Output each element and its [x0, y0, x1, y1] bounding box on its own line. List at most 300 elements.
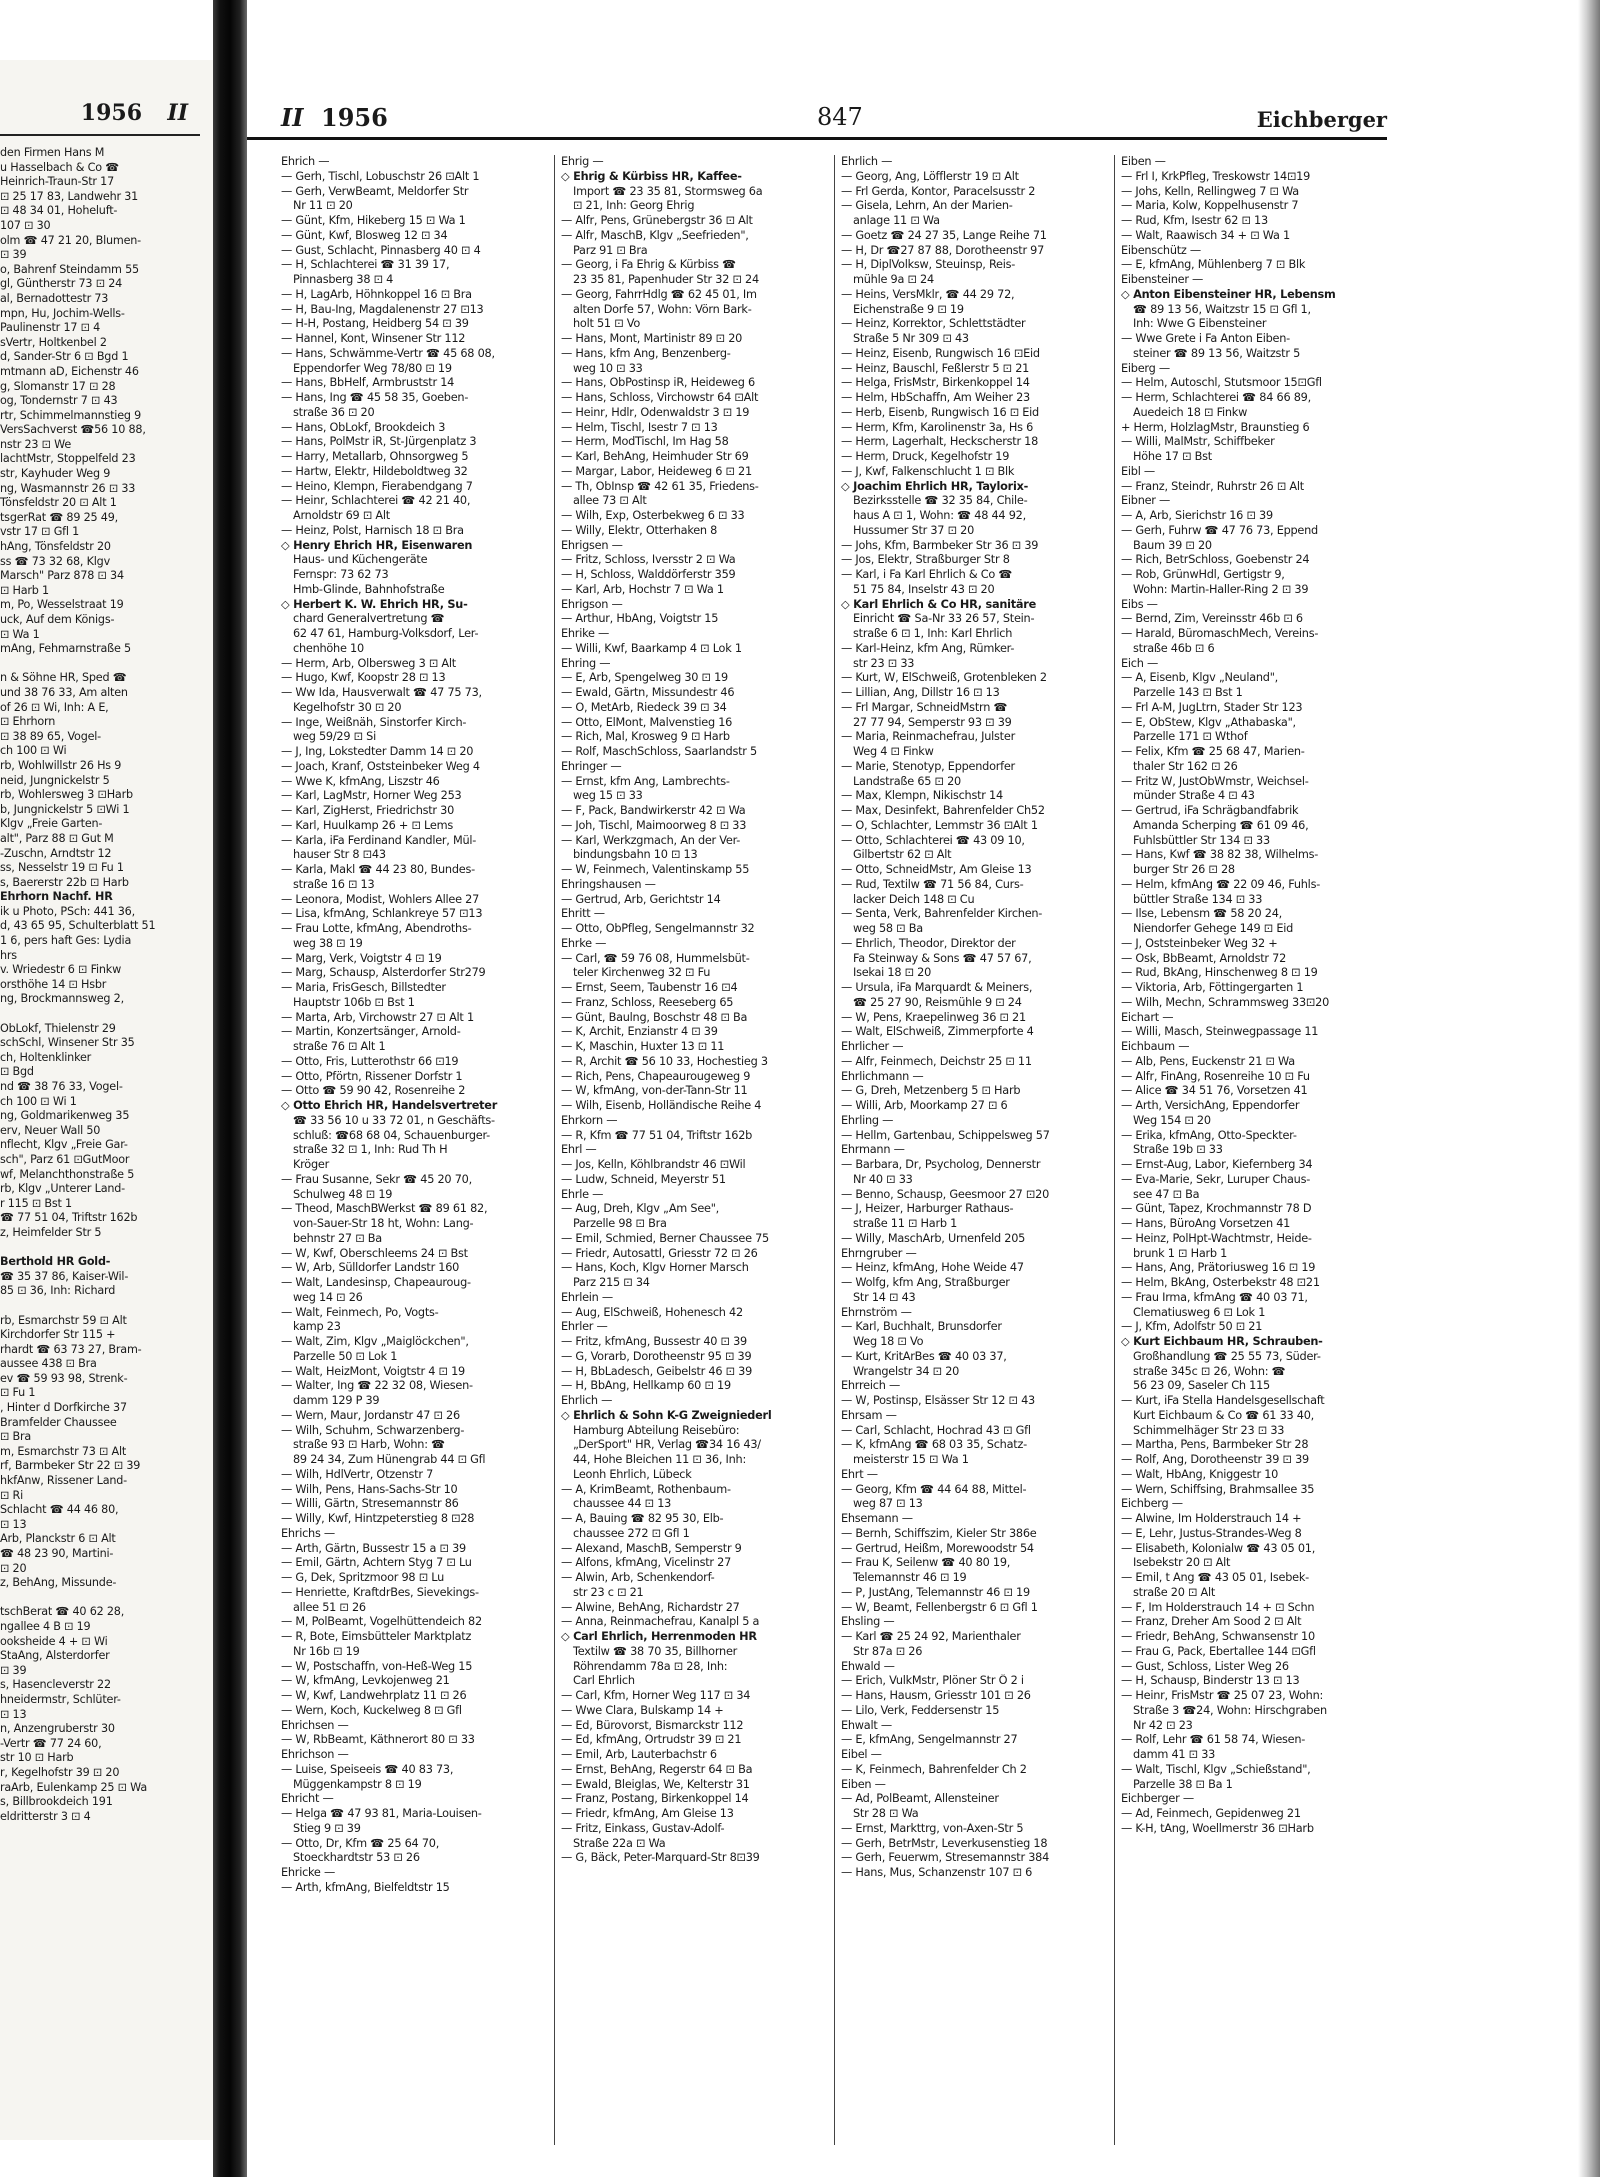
book-gutter — [213, 0, 247, 2177]
directory-entry: — Arthur, HbAng, Voigtstr 15 — [561, 612, 719, 626]
directory-entry: Stieg 9 ⊡ 39 — [293, 1821, 361, 1835]
left-page-line: d, Sander-Str 6 ⊡ Bgd 1 — [0, 350, 129, 364]
directory-entry: — Wern, Maur, Jordanstr 47 ⊡ 26 — [281, 1408, 460, 1422]
left-page-line: ik u Photo, PSch: 441 36, — [0, 904, 135, 918]
directory-entry: Parzelle 98 ⊡ Bra — [573, 1217, 667, 1230]
left-page-line: ⊡ Fu 1 — [0, 1386, 36, 1400]
directory-entry: — E, ObStew, Klgv „Athabaska", — [1121, 715, 1296, 729]
directory-entry: — Hans, ObLokf, Brookdeich 3 — [281, 420, 446, 434]
left-page-line: z, Heimfelder Str 5 — [0, 1225, 102, 1239]
column-3 — [841, 155, 1103, 2145]
directory-entry: münder Straße 4 ⊡ 43 — [1133, 789, 1255, 803]
directory-entry: — Alfr, MaschB, Klgv „Seefrieden", — [561, 228, 749, 242]
directory-entry: ◇ Ehrlich & Sohn K-G Zweigniederl — [561, 1408, 772, 1422]
directory-entry: — Max, Desinfekt, Bahrenfelder Ch52 — [841, 804, 1045, 817]
left-page-line: wf, Melanchthonstraße 5 — [0, 1167, 135, 1181]
directory-entry: — A, Bauing ☎ 82 95 30, Elb- — [561, 1512, 724, 1525]
left-page-line: lachtMstr, Stoppelfeld 23 — [0, 452, 136, 466]
directory-entry: — H, LagArb, Höhnkoppel 16 ⊡ Bra — [281, 287, 472, 301]
directory-entry: Kurt Eichbaum & Co ☎ 61 33 40, — [1133, 1408, 1315, 1422]
left-page-entries — [0, 146, 210, 1824]
left-page-line: 1 6, pers haft Ges: Lydia — [0, 934, 132, 948]
left-page-line: u Hasselbach & Co ☎ — [0, 160, 119, 174]
directory-entry: — Eva-Marie, Sekr, Luruper Chaus- — [1121, 1172, 1311, 1186]
left-page-line — [0, 1241, 210, 1256]
left-page-line: Bramfelder Chaussee — [0, 1415, 117, 1429]
directory-entry: Amanda Scherping ☎ 61 09 46, — [1133, 818, 1309, 832]
page-number: 847 — [817, 103, 863, 131]
directory-entry: — Margar, Labor, Heideweg 6 ⊡ 21 — [561, 464, 752, 478]
left-page-line: ooksheide 4 + ⊡ Wi — [0, 1634, 108, 1648]
left-page-line: s, Baererstr 22b ⊡ Harb — [0, 875, 129, 889]
left-page-line: ev ☎ 59 93 98, Strenk- — [0, 1371, 128, 1385]
directory-entry: — Herm, Kfm, Karolinenstr 3a, Hs 6 — [841, 420, 1034, 434]
directory-entry: — Erich, VulkMstr, Plöner Str Ö 2 i — [841, 1674, 1024, 1688]
directory-entry: straße 16 ⊡ 13 — [293, 877, 375, 891]
left-page-line: tsgerRat ☎ 89 25 49, — [0, 510, 118, 524]
directory-entry: — Alfr, FinAng, Rosenreihe 10 ⊡ Fu — [1121, 1069, 1310, 1083]
directory-entry: ☎ 25 27 90, Reismühle 9 ⊡ 24 — [853, 995, 1022, 1009]
directory-entry: Str 14 ⊡ 43 — [853, 1290, 916, 1304]
directory-entry: — H, BbAng, Hellkamp 60 ⊡ 19 — [561, 1379, 731, 1393]
directory-entry: — Günt, Kfm, Hikeberg 15 ⊡ Wa 1 — [281, 214, 466, 227]
directory-entry: — Emil, t Ang ☎ 43 05 01, Isebek- — [1121, 1571, 1309, 1584]
directory-entry: — Willy, Elektr, Otterhaken 8 — [561, 523, 718, 537]
directory-entry: Ehrl — — [561, 1143, 597, 1157]
directory-entry: — Karl, BehAng, Heimhuder Str 69 — [561, 450, 749, 463]
directory-entry: — Osk, BbBeamt, Arnoldstr 72 — [1121, 951, 1287, 965]
left-page-line: tschBerat ☎ 40 62 28, — [0, 1605, 125, 1619]
directory-entry: — Heinr, Schlachterei ☎ 42 21 40, — [281, 494, 471, 508]
directory-entry: — Willi, Kwf, Baarkamp 4 ⊡ Lok 1 — [561, 641, 742, 655]
directory-entry: — Heinz, Bauschl, Feßlerstr 5 ⊡ 21 — [841, 361, 1030, 375]
directory-entry: Eibs — — [1121, 597, 1158, 611]
directory-entry: Eiberg — — [1121, 361, 1170, 375]
directory-entry: — Senta, Verk, Bahrenfelder Kirchen- — [841, 907, 1043, 921]
directory-entry: Ehricht — — [281, 1792, 334, 1806]
directory-entry: — Ernst, kfm Ang, Lambrechts- — [561, 774, 730, 788]
directory-entry: Inh: Wwe G Eibensteiner — [1133, 317, 1267, 331]
directory-entry: — Walt, HeizMont, Voigtstr 4 ⊡ 19 — [281, 1364, 465, 1378]
directory-entry: holt 51 ⊡ Vo — [573, 317, 641, 331]
directory-entry: — Goetz ☎ 24 27 35, Lange Reihe 71 — [841, 228, 1047, 242]
directory-entry: — E, kfmAng, Mühlenberg 7 ⊡ Blk — [1121, 258, 1306, 272]
directory-entry: ⊡ 21, Inh: Georg Ehrig — [573, 199, 695, 213]
left-page-line: Berthold HR Gold- — [0, 1255, 111, 1269]
directory-entry: Schulweg 48 ⊡ 19 — [293, 1187, 393, 1201]
directory-entry: — Frau Irma, kfmAng ☎ 40 03 71, — [1121, 1290, 1308, 1304]
directory-entry: Nr 42 ⊡ 23 — [1133, 1718, 1193, 1732]
directory-entry: — Wwe K, kfmAng, Liszstr 46 — [281, 774, 440, 788]
directory-entry: — Herb, Eisenb, Rungwisch 16 ⊡ Eid — [841, 405, 1039, 419]
directory-entry: — O, MetArb, Riedeck 39 ⊡ 34 — [561, 700, 727, 714]
left-page-line: mtmann aD, Eichenstr 46 — [0, 364, 139, 378]
directory-entry: Eibner — — [1121, 494, 1171, 508]
left-page-line: vstr 17 ⊡ Gfl 1 — [0, 525, 80, 539]
directory-entry: ☎ 33 56 10 u 33 72 01, n Geschäfts- — [293, 1113, 495, 1127]
directory-entry: Eichbaum — — [1121, 1040, 1190, 1053]
directory-entry: — R, Bote, Eimsbütteler Marktplatz — [281, 1630, 472, 1643]
left-page-line: mpn, Hu, Jochim-Wells- — [0, 306, 125, 320]
directory-entry: mühle 9a ⊡ 24 — [853, 273, 934, 286]
directory-entry: Ehrlichmann — — [841, 1069, 924, 1083]
directory-entry: weg 59/29 ⊡ Si — [293, 730, 376, 744]
directory-entry: — Heinz, Polst, Harnisch 18 ⊡ Bra — [281, 523, 464, 537]
directory-entry: — Gertrud, Arb, Gerichtstr 14 — [561, 892, 721, 906]
directory-entry: weg 15 ⊡ 33 — [573, 789, 643, 803]
left-page-line: ngallee 4 B ⊡ 19 — [0, 1619, 91, 1633]
running-head-name: Eichberger — [1256, 107, 1387, 132]
directory-entry: Telemannstr 46 ⊡ 19 — [853, 1571, 967, 1584]
directory-entry: haus A ⊡ 1, Wohn: ☎ 48 44 92, — [853, 509, 1026, 522]
left-page-line: hAng, Tönsfeldstr 20 — [0, 540, 111, 554]
directory-entry: burger Str 26 ⊡ 28 — [1133, 863, 1235, 876]
directory-entry: — W, kfmAng, Levkojenweg 21 — [281, 1674, 450, 1688]
directory-entry: Hmb-Glinde, Bahnhofstraße — [293, 582, 445, 596]
directory-entry: — H, Schloss, Walddörferstr 359 — [561, 568, 736, 581]
left-page-line: d, 43 65 95, Schulterblatt 51 — [0, 919, 156, 933]
left-page-line: ⊡ Ehrhorn — [0, 715, 56, 729]
directory-entry: — E, Lehr, Justus-Strandes-Weg 8 — [1121, 1526, 1302, 1540]
directory-entry: Ehwalt — — [841, 1718, 892, 1732]
directory-entry: — K-H, tAng, Woellmerstr 36 ⊡Harb — [1121, 1821, 1314, 1835]
left-page-line: Kirchdorfer Str 115 + — [0, 1328, 116, 1342]
directory-entry: — Rud, BkAng, Hinschenweg 8 ⊡ 19 — [1121, 966, 1318, 980]
directory-entry: — Fritz, Schloss, Iversstr 2 ⊡ Wa — [561, 553, 736, 567]
directory-entry: — Alfr, Pens, Grünebergstr 36 ⊡ Alt — [561, 214, 753, 227]
left-page-line: -Vertr ☎ 77 24 60, — [0, 1736, 102, 1750]
left-page-line: hneidermstr, Schlüter- — [0, 1692, 121, 1706]
directory-entry: — Walt, Feinmech, Po, Vogts- — [281, 1305, 439, 1319]
directory-entry: — Luise, Speiseeis ☎ 40 83 73, — [281, 1762, 454, 1776]
directory-entry: — M, PolBeamt, Vogelhüttendeich 82 — [281, 1615, 482, 1629]
directory-entry: Clematiusweg 6 ⊡ Lok 1 — [1133, 1305, 1266, 1319]
directory-entry: Haus- und Küchengeräte — [293, 553, 428, 567]
directory-entry: „DerSport" HR, Verlag ☎34 16 43/ — [573, 1438, 761, 1452]
directory-entry: — Gust, Schloss, Lister Weg 26 — [1121, 1659, 1289, 1673]
left-page-line: alt", Parz 88 ⊡ Gut M — [0, 831, 114, 845]
directory-entry: weg 58 ⊡ Ba — [853, 922, 923, 935]
directory-entry: — Georg, i Fa Ehrig & Kürbiss ☎ — [561, 258, 736, 272]
directory-entry: — Günt, Baulng, Boschstr 48 ⊡ Ba — [561, 1010, 748, 1024]
directory-entry: — Bernh, Schiffszim, Kieler Str 386e — [841, 1526, 1037, 1540]
directory-entry: Weg 4 ⊡ Finkw — [853, 745, 934, 758]
directory-entry: — G, Bäck, Peter-Marquard-Str 8⊡39 — [561, 1851, 760, 1865]
directory-entry: Weg 18 ⊡ Vo — [853, 1335, 924, 1348]
directory-entry: Ehrt — — [841, 1467, 878, 1481]
left-page-line: olm ☎ 47 21 20, Blumen- — [0, 233, 142, 247]
directory-entry: ◇ Ehrig & Kürbiss HR, Kaffee- — [561, 169, 742, 183]
directory-entry: Eibel — — [841, 1748, 882, 1761]
directory-entry: Ehsling — — [841, 1615, 895, 1629]
directory-entry: str 23 ⊡ 33 — [853, 656, 915, 670]
left-page-line: Arb, Planckstr 6 ⊡ Alt — [0, 1532, 116, 1546]
directory-entry: ◇ Herbert K. W. Ehrich HR, Su- — [281, 597, 468, 611]
directory-entry: Ehrler — — [561, 1320, 608, 1334]
left-page-line: of 26 ⊡ Wi, Inh: A E, — [0, 700, 109, 714]
left-page-line: ch 100 ⊡ Wi — [0, 744, 67, 758]
left-page-line: rb, Wohlwillstr 26 Hs 9 — [0, 758, 122, 772]
directory-entry: see 47 ⊡ Ba — [1133, 1187, 1200, 1201]
directory-entry: — Frl I, KrkPfleg, Treskowstr 14⊡19 — [1121, 169, 1311, 183]
directory-entry: — Heinr, Hdlr, Odenwaldstr 3 ⊡ 19 — [561, 405, 750, 419]
directory-entry: alten Dorfe 57, Wohn: Vörn Bark- — [573, 302, 752, 316]
left-page-line: r, Kegelhofstr 39 ⊡ 20 — [0, 1765, 120, 1779]
directory-entry: — Gerh, Feuerwm, Stresemannstr 384 — [841, 1851, 1050, 1865]
left-page-line: und 38 76 33, Am alten — [0, 685, 128, 699]
directory-entry: Parzelle 143 ⊡ Bst 1 — [1133, 686, 1243, 699]
directory-entry: Bezirksstelle ☎ 32 35 84, Chile- — [853, 494, 1028, 508]
left-page-line: Tönsfeldstr 20 ⊡ Alt 1 — [0, 496, 117, 510]
directory-entry: ◇ Karl Ehrlich & Co HR, sanitäre — [841, 597, 1036, 611]
directory-entry: Carl Ehrlich — [573, 1674, 635, 1688]
directory-entry: — J, Oststeinbeker Weg 32 + — [1121, 936, 1278, 950]
directory-entry: — Bernd, Zim, Vereinsstr 46b ⊡ 6 — [1121, 612, 1303, 626]
left-page-line: orsthöhe 14 ⊡ Hsbr — [0, 977, 107, 991]
directory-entry: — Herm, Arb, Olbersweg 3 ⊡ Alt — [281, 656, 456, 670]
left-page-line: ⊡ Ri — [0, 1488, 24, 1502]
directory-entry: Ehritt — — [561, 907, 605, 921]
directory-entry: — H, Bau-Ing, Magdalenenstr 27 ⊡13 — [281, 302, 484, 316]
directory-entry: — W, Pens, Kraepelinweg 36 ⊡ 21 — [841, 1010, 1026, 1024]
directory-entry: Isebekstr 20 ⊡ Alt — [1133, 1556, 1231, 1570]
directory-entry: — Georg, Kfm ☎ 44 64 88, Mittel- — [841, 1482, 1027, 1496]
directory-entry: — Jos, Kelln, Köhlbrandstr 46 ⊡Wil — [561, 1158, 746, 1171]
directory-entry: — Friedr, kfmAng, Am Gleise 13 — [561, 1807, 734, 1820]
directory-entry: straße 6 ⊡ 1, Inh: Karl Ehrlich — [853, 627, 1013, 640]
directory-entry: ◇ Anton Eibensteiner HR, Lebensm — [1121, 287, 1336, 301]
directory-entry: — Aug, ElSchweiß, Hohenesch 42 — [561, 1305, 743, 1319]
directory-entry: — Rich, BetrSchloss, Goebenstr 24 — [1121, 553, 1310, 567]
directory-entry: — Hans, Kwf ☎ 38 82 38, Wilhelms- — [1121, 848, 1319, 862]
directory-entry: — Günt, Kwf, Blosweg 12 ⊡ 34 — [281, 228, 448, 242]
directory-entry: — J, Kwf, Falkenschlucht 1 ⊡ Blk — [841, 464, 1015, 478]
directory-entry: — Alexand, MaschB, Semperstr 9 — [561, 1541, 742, 1555]
page-header — [247, 95, 1387, 140]
directory-entry: — Marg, Verk, Voigtstr 4 ⊡ 19 — [281, 951, 442, 965]
directory-entry: chaussee 44 ⊡ 13 — [573, 1497, 672, 1511]
directory-entry: — Marg, Schausp, Alsterdorfer Str279 — [281, 966, 486, 980]
left-page-line: s, Hasencleverstr 22 — [0, 1678, 111, 1692]
directory-entry: — Helm, HbSchaffn, Am Weiher 23 — [841, 391, 1030, 404]
directory-entry: — J, Heizer, Harburger Rathaus- — [841, 1202, 1014, 1216]
directory-entry: — Alwine, BehAng, Richardstr 27 — [561, 1600, 740, 1614]
directory-entry: Ehrichs — — [281, 1526, 335, 1540]
left-page-line: rtr, Schimmelmannstieg 9 — [0, 408, 142, 422]
left-page-line: n & Söhne HR, Sped ☎ — [0, 671, 127, 685]
directory-entry: — Hans, BüroAng Vorsetzen 41 — [1121, 1217, 1291, 1230]
directory-entry: — Helm, Tischl, Isestr 7 ⊡ 13 — [561, 420, 718, 434]
directory-entry: Hauptstr 106b ⊡ Bst 1 — [293, 995, 415, 1009]
left-page-line: schSchl, Winsener Str 35 — [0, 1036, 135, 1050]
directory-entry: Parzelle 38 ⊡ Ba 1 — [1133, 1777, 1233, 1791]
directory-entry: — R, Kfm ☎ 77 51 04, Triftstr 162b — [561, 1128, 753, 1142]
directory-entry: Ehring — — [561, 656, 611, 670]
directory-entry: — K, Maschin, Huxter 13 ⊡ 11 — [561, 1040, 725, 1053]
directory-entry: ☎ 89 13 56, Waitzstr 15 ⊡ Gfl 1, — [1133, 302, 1311, 316]
directory-entry: — W, Beamt, Fellenbergstr 6 ⊡ Gfl 1 — [841, 1600, 1038, 1614]
directory-entry: Ehrike — — [561, 627, 610, 640]
directory-entry: — Rolf, Lehr ☎ 61 58 74, Wiesen- — [1121, 1733, 1306, 1747]
directory-entry: Höhe 17 ⊡ Bst — [1133, 450, 1212, 463]
directory-entry: — Max, Klempn, Nikischstr 14 — [841, 789, 1003, 803]
left-page-line — [0, 1299, 210, 1314]
directory-entry: — Ernst-Aug, Labor, Kiefernberg 34 — [1121, 1158, 1313, 1171]
directory-entry: — Hans, Ing ☎ 45 58 35, Goeben- — [281, 391, 469, 404]
left-page-line: Ehrhorn Nachf. HR — [0, 890, 113, 904]
directory-entry: — E, Arb, Spengelweg 30 ⊡ 19 — [561, 671, 728, 685]
directory-entry: — Barbara, Dr, Psycholog, Dennerstr — [841, 1158, 1041, 1171]
directory-entry: — O, Schlachter, Lemmstr 36 ⊡Alt 1 — [841, 818, 1038, 832]
directory-entry: allee 73 ⊡ Alt — [573, 494, 647, 508]
left-page-line: aussee 438 ⊡ Bra — [0, 1357, 97, 1371]
directory-entry: — Theod, MaschBWerkst ☎ 89 61 82, — [281, 1202, 488, 1216]
directory-entry: — Wern, Schiffsing, Brahmsallee 35 — [1121, 1482, 1315, 1496]
left-page-line: rf, Barmbeker Str 22 ⊡ 39 — [0, 1459, 141, 1473]
left-page-line: hrs — [0, 948, 17, 962]
directory-entry: Straße 5 Nr 309 ⊡ 43 — [853, 332, 969, 345]
left-page-line: Klgv „Freie Garten- — [0, 817, 103, 831]
directory-entry: — Hans, kfm Ang, Benzenberg- — [561, 346, 731, 360]
directory-entry: Parz 91 ⊡ Bra — [573, 243, 648, 257]
left-page-line: raArb, Eulenkamp 25 ⊡ Wa — [0, 1780, 147, 1794]
directory-entry: — Wilh, Pens, Hans-Sachs-Str 10 — [281, 1482, 458, 1496]
directory-entry: — Rich, Mal, Krosweg 9 ⊡ Harb — [561, 730, 730, 744]
directory-entry: — Hans, Ang, Prätoriusweg 16 ⊡ 19 — [1121, 1261, 1316, 1275]
directory-entry: Arnoldstr 69 ⊡ Alt — [293, 509, 390, 522]
directory-entry: — Ad, PolBeamt, Allensteiner — [841, 1792, 999, 1806]
left-page-line — [0, 1007, 210, 1022]
directory-entry: Ehrichson — — [281, 1748, 349, 1761]
directory-entry: — H-H, Postang, Heidberg 54 ⊡ 39 — [281, 317, 469, 331]
directory-entry: — Gust, Schlacht, Pinnasberg 40 ⊡ 4 — [281, 243, 481, 257]
left-page-line: o, Bahrenf Steindamm 55 — [0, 262, 139, 276]
directory-entry: — W, Postschaffn, von-Heß-Weg 15 — [281, 1659, 473, 1673]
directory-entry: — A, Arb, Sierichstr 16 ⊡ 39 — [1121, 509, 1273, 522]
directory-entry: — Frl Margar, SchneidMstrn ☎ — [841, 700, 1008, 714]
directory-entry: — E, kfmAng, Sengelmannstr 27 — [841, 1733, 1018, 1747]
directory-entry: Wohn: Martin-Haller-Ring 2 ⊡ 39 — [1133, 582, 1309, 596]
directory-entry: — Frau Lotte, kfmAng, Abendroths- — [281, 922, 472, 935]
directory-entry: — Wilh, Mechn, Schrammsweg 33⊡20 — [1121, 995, 1330, 1009]
directory-entry: — W, Kwf, Oberschleems 24 ⊡ Bst — [281, 1246, 468, 1260]
directory-entry: — Inge, Weißnäh, Sinstorfer Kirch- — [281, 715, 467, 729]
directory-entry: — Willi, Masch, Steinwegpassage 11 — [1121, 1025, 1319, 1039]
directory-entry: — Gerh, Tischl, Lobuschstr 26 ⊡Alt 1 — [281, 169, 480, 183]
directory-entry: — Ursula, iFa Marquardt & Meiners, — [841, 981, 1033, 994]
directory-entry: Eiben — — [841, 1777, 886, 1791]
directory-entry: lacker Deich 148 ⊡ Cu — [853, 892, 975, 906]
directory-entry: — Gisela, Lehrn, An der Marien- — [841, 199, 1013, 213]
directory-entry: — Gertrud, Heißm, Morewoodstr 54 — [841, 1541, 1034, 1555]
directory-entry: — Ilse, Lebensm ☎ 58 20 24, — [1121, 907, 1282, 921]
left-page-line: m, Esmarchstr 73 ⊡ Alt — [0, 1444, 127, 1458]
directory-entry: — Hans, BbHelf, Armbruststr 14 — [281, 376, 455, 390]
directory-entry: — Wilh, Schuhm, Schwarzenberg- — [281, 1423, 465, 1437]
left-page-line: rb, Wohlersweg 3 ⊡Harb — [0, 788, 133, 802]
directory-entry: 44, Hohe Bleichen 11 ⊡ 36, Inh: — [573, 1453, 747, 1466]
directory-entry: — G, Dek, Spritzmoor 98 ⊡ Lu — [281, 1571, 445, 1584]
directory-entry: — H, BbLadesch, Geibelstr 46 ⊡ 39 — [561, 1364, 753, 1378]
directory-entry: büttler Straße 134 ⊡ 33 — [1133, 892, 1263, 906]
directory-entry: Str 28 ⊡ Wa — [853, 1807, 919, 1820]
directory-entry: — J, Kfm, Adolfstr 50 ⊡ 21 — [1121, 1320, 1263, 1334]
directory-entry: — Joach, Kranf, Oststeinbeker Weg 4 — [281, 759, 480, 773]
directory-entry: straße 32 ⊡ 1, Inh: Rud Th H — [293, 1143, 448, 1157]
left-page-fragment — [0, 60, 215, 2140]
directory-entry: Fa Steinway & Sons ☎ 47 57 67, — [853, 951, 1032, 965]
left-page-line: 85 ⊡ 36, Inh: Richard — [0, 1284, 116, 1298]
directory-entry: — Frl A-M, JugLtrn, Stader Str 123 — [1121, 700, 1303, 714]
directory-entry: — Walt, Zim, Klgv „Maiglöckchen", — [281, 1335, 469, 1348]
directory-entry: — Helm, BkAng, Osterbekstr 48 ⊡21 — [1121, 1276, 1320, 1289]
directory-entry: Import ☎ 23 35 81, Stormsweg 6a — [573, 184, 763, 198]
directory-entry: — Arth, Gärtn, Bussestr 15 a ⊡ 39 — [281, 1541, 466, 1555]
directory-entry: Isekai 18 ⊡ 20 — [853, 966, 932, 980]
directory-entry: — H, Dr ☎27 87 88, Dorotheenstr 97 — [841, 243, 1045, 257]
directory-entry: — Rolf, Ang, Dorotheenstr 39 ⊡ 39 — [1121, 1453, 1309, 1466]
page-edge-shadow — [1578, 0, 1600, 2177]
left-page-volume: II — [167, 100, 188, 126]
directory-entry: Ehrlich — — [561, 1394, 613, 1407]
directory-entry: — Franz, Schloss, Reeseberg 65 — [561, 995, 734, 1009]
directory-entry: — Otto, Pförtn, Rissener Dorfstr 1 — [281, 1069, 463, 1083]
directory-entry: — Frau K, Seilenw ☎ 40 80 19, — [841, 1556, 1011, 1570]
directory-entry: Ehrling — — [841, 1113, 894, 1127]
directory-entry: — Ed, Bürovorst, Bismarckstr 112 — [561, 1718, 744, 1732]
directory-entry: — Georg, Ang, Löfflerstr 19 ⊡ Alt — [841, 169, 1019, 183]
directory-entry: — Alfr, Feinmech, Deichstr 25 ⊡ 11 — [841, 1054, 1032, 1068]
directory-entry: — Arth, VersichAng, Eppendorfer — [1121, 1099, 1300, 1112]
directory-entry: Auedeich 18 ⊡ Finkw — [1133, 405, 1248, 419]
directory-entry: Eibensteiner — — [1121, 273, 1204, 286]
directory-entry: — Karl-Heinz, kfm Ang, Rümker- — [841, 641, 1015, 655]
directory-entry: Ehrichsen — — [281, 1718, 349, 1732]
left-page-line: ⊡ Harb 1 — [0, 583, 49, 597]
directory-entry: straße 46b ⊡ 6 — [1133, 641, 1215, 655]
left-page-line: str, Kayhuder Weg 9 — [0, 467, 111, 481]
left-page-line: ⊡ 39 — [0, 1663, 27, 1677]
directory-entry: Ehwald — — [841, 1659, 895, 1673]
directory-entry: — W, kfmAng, von-der-Tann-Str 11 — [561, 1084, 748, 1098]
left-page-line: ⊡ 48 34 01, Hoheluft- — [0, 204, 118, 218]
directory-entry: — Hugo, Kwf, Koopstr 28 ⊡ 13 — [281, 671, 446, 685]
directory-entry: — Gerh, Fuhrw ☎ 47 76 73, Eppend — [1121, 523, 1318, 537]
directory-entry: Nr 40 ⊡ 33 — [853, 1172, 913, 1186]
directory-entry: — Helga, FrisMstr, Birkenkoppel 14 — [841, 376, 1030, 390]
directory-entry: — W, Postinsp, Elsässer Str 12 ⊡ 43 — [841, 1394, 1035, 1407]
directory-entry: Nr 11 ⊡ 20 — [293, 199, 353, 213]
left-page-line: s, Billbrookdeich 191 — [0, 1795, 113, 1809]
directory-entry: 62 47 61, Hamburg-Volksdorf, Ler- — [293, 627, 479, 640]
directory-entry: — Anna, Reinmachefrau, Kanalpl 5 a — [561, 1615, 760, 1629]
left-page-line: n, Anzengruberstr 30 — [0, 1722, 115, 1736]
left-page-line: g, Slomanstr 17 ⊡ 28 — [0, 379, 116, 393]
directory-entry: — Joh, Tischl, Maimoorweg 8 ⊡ 33 — [561, 818, 747, 832]
directory-entry: — Frl Gerda, Kontor, Paracelsusstr 2 — [841, 184, 1036, 198]
directory-entry: Röhrendamm 78a ⊡ 28, Inh: — [573, 1659, 728, 1673]
left-page-line: StaAng, Alsterdorfer — [0, 1649, 110, 1663]
directory-entry: allee 51 ⊡ 26 — [293, 1600, 366, 1614]
directory-entry: — Karl, Huulkamp 26 + ⊡ Lems — [281, 818, 453, 832]
directory-entry: weg 14 ⊡ 26 — [293, 1290, 363, 1304]
directory-entry: — Walt, ElSchweiß, Zimmerpforte 4 — [841, 1025, 1034, 1039]
left-page-line: ⊡ 38 89 65, Vogel- — [0, 729, 102, 743]
directory-entry: Stoeckhardtstr 53 ⊡ 26 — [293, 1851, 420, 1865]
left-page-line: den Firmen Hans M — [0, 146, 105, 159]
directory-entry: straße 11 ⊡ Harb 1 — [853, 1217, 958, 1230]
directory-entry: kamp 23 — [293, 1320, 341, 1334]
